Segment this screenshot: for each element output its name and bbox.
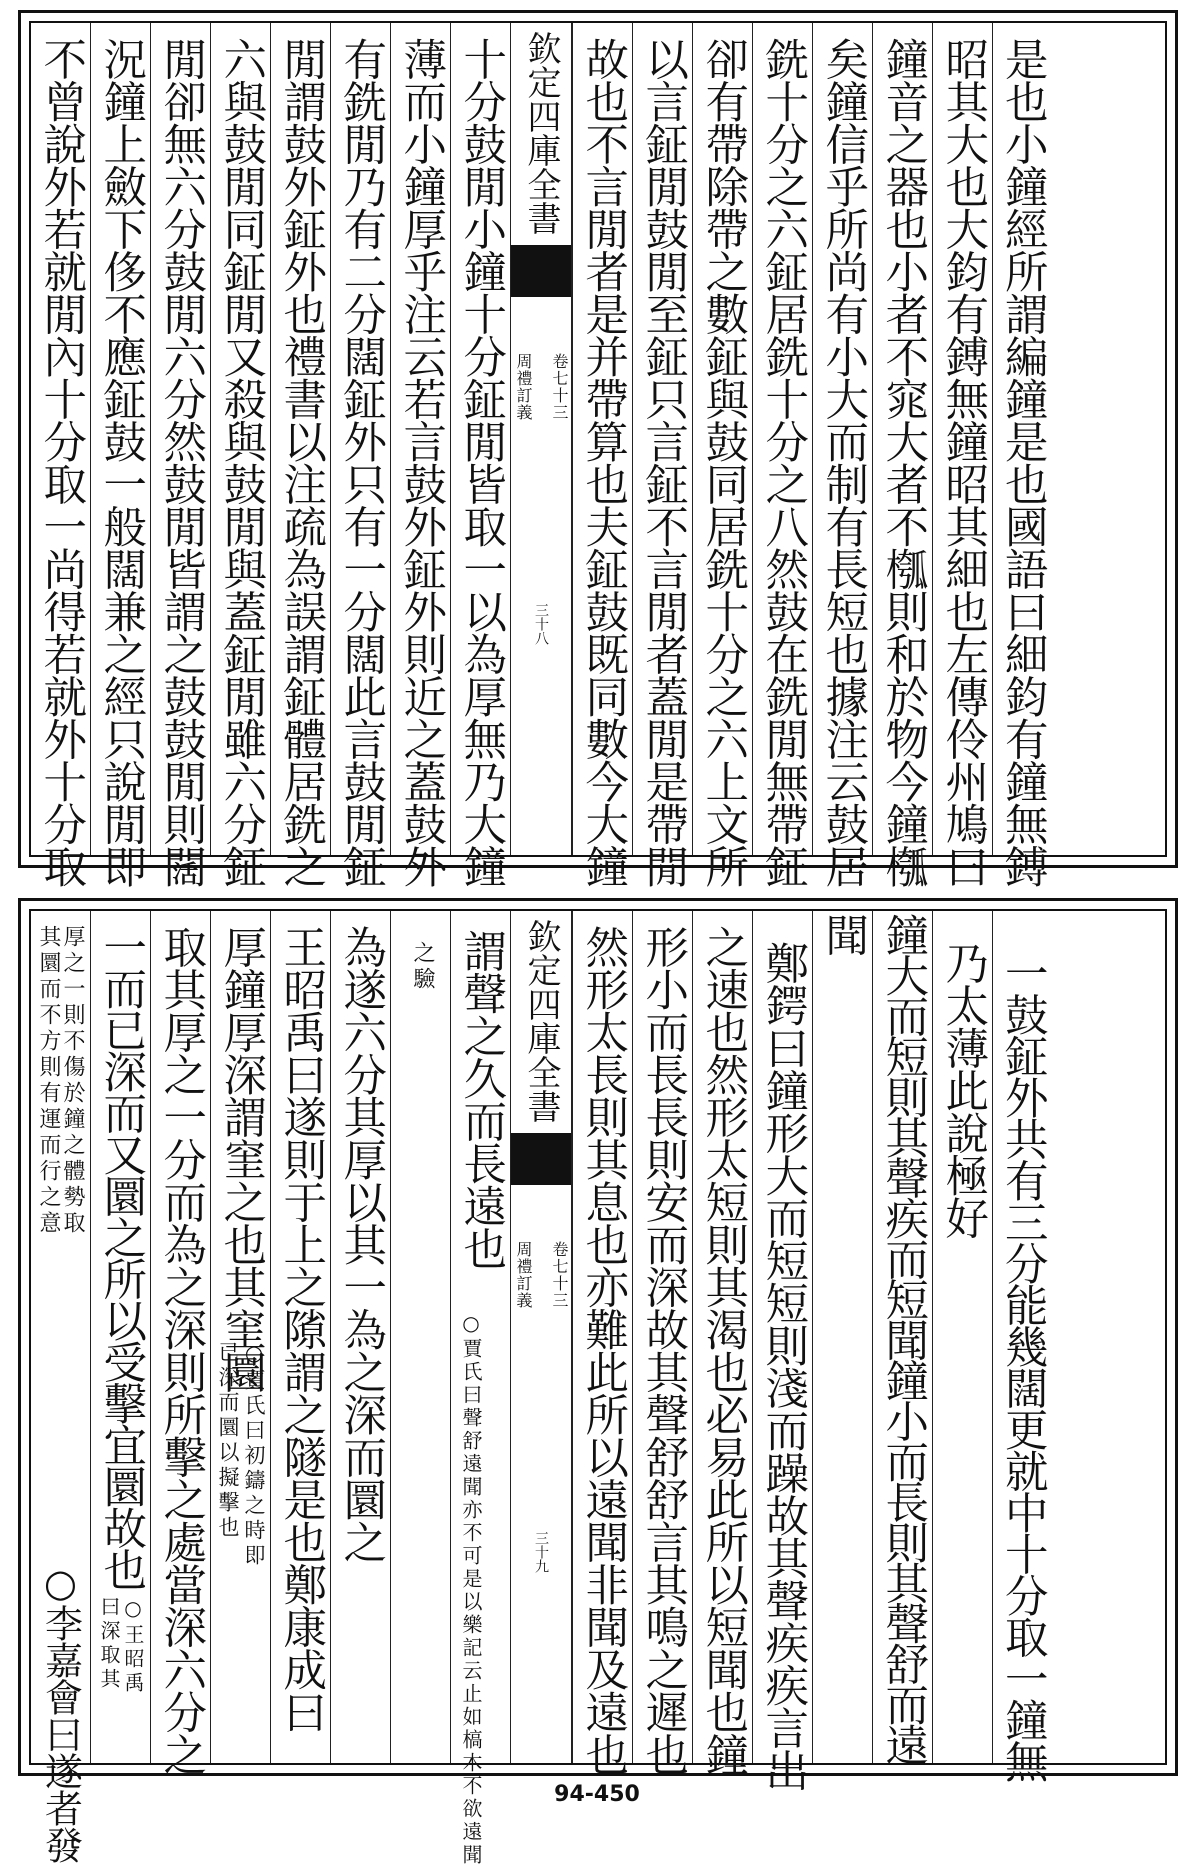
gutter-volume: 卷七十三 xyxy=(550,353,569,421)
inline-note-line: ○李嘉會曰遂者發 xyxy=(38,1561,83,1863)
text-column xyxy=(330,23,390,887)
gutter-volume: 卷七十三 xyxy=(550,1241,569,1309)
text-line: 銑十分之六鉦居銑十分之八然鼓在銑閒無帶鉦 xyxy=(758,37,809,887)
text-column xyxy=(90,23,150,887)
text-line: 不曾說外若就閒內十分取一尚得若就外十分取 xyxy=(36,37,87,887)
text-column xyxy=(572,23,632,887)
text-column xyxy=(632,23,692,887)
gutter-book-title: 周禮訂義 xyxy=(514,353,533,421)
text-line: 昭其大也大鈞有鎛無鐘昭其細也左傳伶州鳩曰 xyxy=(938,37,989,887)
text-column xyxy=(992,23,1051,887)
note-line: ○賈氏曰聲舒遠聞亦不可是以樂記云止如槁木不欲遠聞 xyxy=(459,1311,483,1867)
text-line: 鐘大而短則其聲疾而短聞鐘小而長則其聲舒而遠 xyxy=(878,913,929,1764)
text-line: 以言鉦閒鼓閒至鉦只言鉦不言閒者蓋閒是帶閒 xyxy=(638,37,689,887)
text-line: 是也小鐘經所謂編鐘是也國語曰細鈞有鐘無鎛 xyxy=(997,37,1048,887)
text-column xyxy=(572,911,632,1775)
text-line: 王昭禹曰遂則于上之𨻶謂之隧是也鄭康成曰 xyxy=(276,925,327,1733)
text-column xyxy=(692,911,752,1775)
text-line: 聞 xyxy=(818,913,869,956)
text-line: 況鐘上斂下侈不應鉦鼓一般闊兼之經只說閒即 xyxy=(96,37,147,887)
text-column xyxy=(992,911,1051,1781)
upper-page-body xyxy=(31,23,1165,887)
text-line: 鐘音之器也小者不窕大者不槬則和於物今鐘槬 xyxy=(878,37,929,887)
footer-page-number: 94-450 xyxy=(554,1782,640,1807)
text-line: 薄而小鐘厚乎注云若言鼓外鉦外則近之蓋鼓外 xyxy=(396,37,447,887)
note-line: 曰深取其 xyxy=(97,1596,121,1692)
center-gutter xyxy=(510,23,572,855)
text-column xyxy=(270,911,330,1763)
text-column xyxy=(150,911,210,1775)
center-gutter xyxy=(510,911,572,1763)
note-line: ○賈氏曰初鑄之時即 xyxy=(242,1341,266,1569)
text-column xyxy=(210,23,270,887)
note-line: 之驗 xyxy=(410,941,435,993)
upper-page xyxy=(18,10,1178,887)
text-column xyxy=(932,911,992,1763)
note-line: 其圜而不方則有運而行之意 xyxy=(36,925,61,1237)
text-column xyxy=(390,23,450,887)
text-column xyxy=(31,23,90,887)
fish-tail-ornament xyxy=(511,245,571,297)
text-line: 有銑閒乃有二分闊鉦外只有一分闊此言鼓閒鉦 xyxy=(336,37,387,887)
text-column xyxy=(390,911,450,1763)
text-column xyxy=(90,911,150,1763)
text-line: 矣鐘信乎所尚有小大而制有長短也據注云鼓居 xyxy=(818,37,869,887)
text-line: 取其厚之一分而為之深則所擊之處當深六分之 xyxy=(156,925,207,1775)
gutter-book-title: 周禮訂義 xyxy=(514,1241,533,1309)
text-line: 謂聲之久而長遠也 xyxy=(456,929,507,1269)
text-line: 十分鼓閒小鐘十分鉦閒皆取一以為厚無乃大鐘 xyxy=(456,37,507,887)
text-line: 閒謂鼓外鉦外也禮書以注疏為誤謂鉦體居銑之 xyxy=(276,37,327,887)
text-column xyxy=(692,23,752,887)
gutter-page-number: 三十九 xyxy=(533,1531,549,1573)
gutter-title: 欽定四庫全書 xyxy=(521,919,561,1123)
fish-tail-ornament xyxy=(511,1133,571,1185)
text-column xyxy=(210,911,270,1763)
text-column xyxy=(812,23,872,887)
text-column xyxy=(872,911,932,1763)
text-line: 一而已深而又圜之所以受擊宜圜故也 xyxy=(96,925,147,1589)
text-line: 故也不言閒者是并帶算也夫鉦鼓既同數今大鐘 xyxy=(578,37,629,887)
text-line: 一鼓鉦外共有三分能幾闊更就中十分取一鐘無 xyxy=(997,951,1048,1781)
text-column xyxy=(450,23,510,887)
note-line: ○王昭禹 xyxy=(121,1596,145,1696)
text-column xyxy=(752,911,812,1791)
text-line: 乃太薄此說極好 xyxy=(938,941,989,1239)
text-line: 厚鐘厚深謂窐之也其窐圜 xyxy=(216,925,267,1393)
text-column xyxy=(812,911,872,1763)
text-line: 卻有帶除帶之數鉦與鼓同居銑十分之六上文所 xyxy=(698,37,749,887)
text-column xyxy=(150,23,210,887)
text-column xyxy=(330,911,390,1763)
gutter-page-number: 三十八 xyxy=(533,603,549,645)
text-line: 然形太長則其息也亦難此所以遠聞非聞及遠也 xyxy=(578,925,629,1775)
text-column xyxy=(872,23,932,887)
text-line: 之速也然形太短則其渴也必易此所以短聞也鐘 xyxy=(698,925,749,1775)
text-column xyxy=(932,23,992,887)
text-line: 六與鼓閒同鉦閒又殺與鼓閒與蓋鉦閒雖六分鉦 xyxy=(216,37,267,887)
gutter-title: 欽定四庫全書 xyxy=(521,31,561,235)
text-line: 鄭鍔曰鐘形大而短短則淺而躁故其聲疾疾言出 xyxy=(758,941,809,1791)
note-line: 已深而圜以擬擊也 xyxy=(216,1341,240,1541)
text-column xyxy=(752,23,812,887)
text-column xyxy=(632,911,692,1775)
text-line: 閒卻無六分鼓閒六分然鼓閒皆謂之鼓鼓閒則闊 xyxy=(156,37,207,887)
text-line: 為遂六分其厚以其一為之深而圜之 xyxy=(336,925,387,1563)
text-column xyxy=(270,23,330,887)
text-line: 形小而長長則安而深故其聲舒舒言其鳴之遲也 xyxy=(638,925,689,1775)
text-column xyxy=(450,911,510,1867)
text-column xyxy=(31,911,90,1863)
note-line: 厚之一則不傷於鐘之體勢取 xyxy=(60,925,85,1237)
